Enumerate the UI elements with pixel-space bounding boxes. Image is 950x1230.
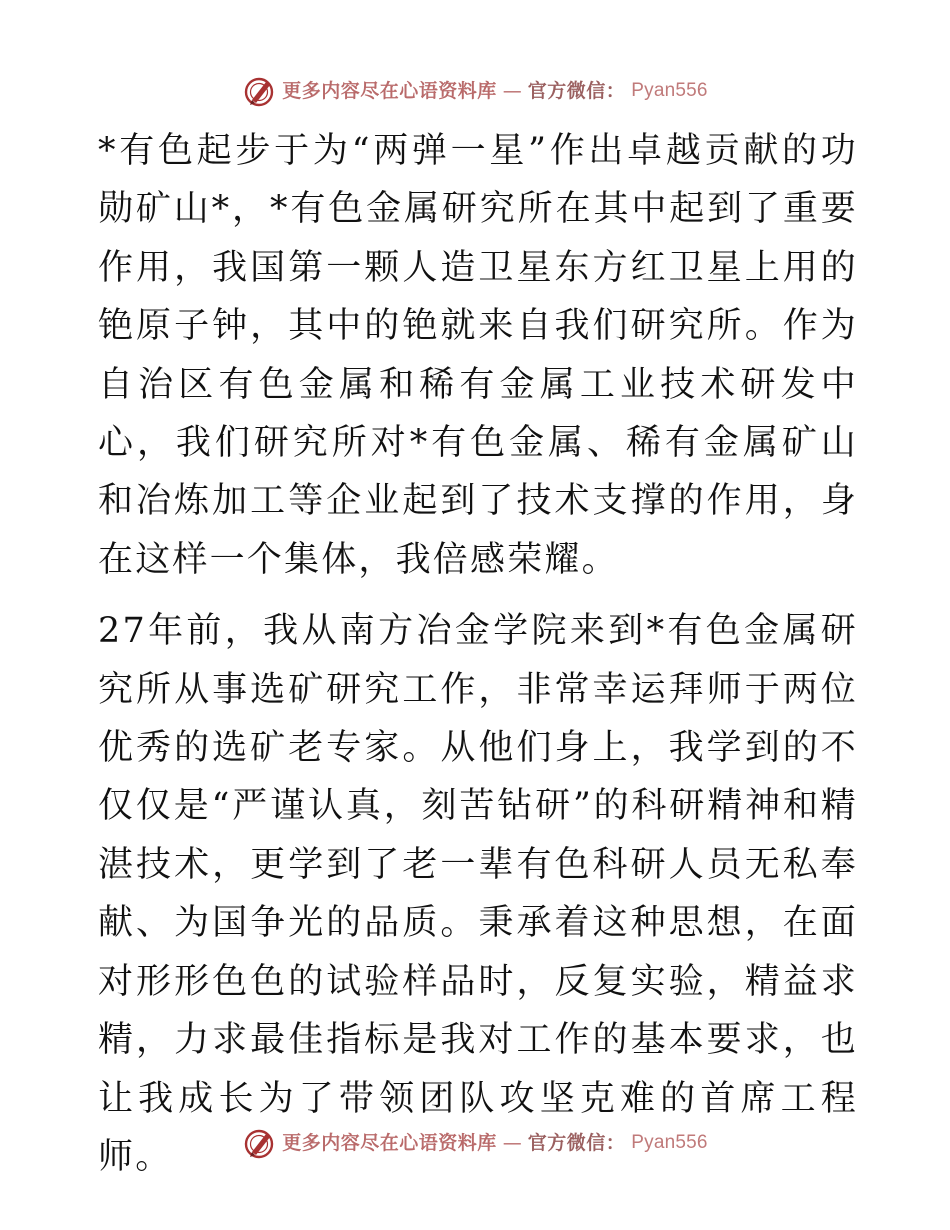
- watermark-id: Pyan556: [631, 80, 708, 101]
- watermark-label: 官方微信：: [527, 80, 626, 102]
- footer-watermark: [0, 1126, 950, 1160]
- watermark-text: 更多内容尽在心语资料库: [282, 1132, 497, 1154]
- watermark-label: 官方微信：: [527, 1132, 626, 1154]
- watermark-dash: —: [502, 1132, 522, 1154]
- paragraph-1: *有色起步于为“两弹一星”作出卓越贡献的功勋矿山*，*有色金属研究所在其中起到了重要作用，我国第一颗人造卫星东方红卫星上用的铯原子钟，其中的铯就来自我们研究所。作为自治区有色金属和稀有金属工业技术研发中心，我们研究所对*有色金属、稀有金属矿山和冶炼加工等企业起到了技术支撑的作用，身在这样一个集体，我倍感荣耀。: [98, 131, 858, 580]
- watermark-text: 更多内容尽在心语资料库: [282, 80, 497, 102]
- watermark-dash: —: [502, 80, 522, 102]
- pen-logo-icon: [242, 74, 276, 108]
- paragraph-2: 27年前，我从南方冶金学院来到*有色金属研究所从事选矿研究工作，非常幸运拜师于两位优秀的选矿老专家。从他们身上，我学到的不仅仅是“严谨认真，刻苦钻研”的科研精神和精湛技术，更学到了老一辈有色科研人员无私奉献、为国争光的品质。秉承着这种思想，在面对形形色色的试验样品时，反复实验，精益求精，力求最佳指标是我对工作的基本要求，也让我成长为了带领团队攻坚克难的首席工程师。: [98, 611, 858, 1177]
- pen-logo-icon: [242, 1126, 276, 1160]
- document-body: [98, 122, 858, 1186]
- watermark-id: Pyan556: [631, 1132, 708, 1153]
- header-watermark: [0, 74, 950, 108]
